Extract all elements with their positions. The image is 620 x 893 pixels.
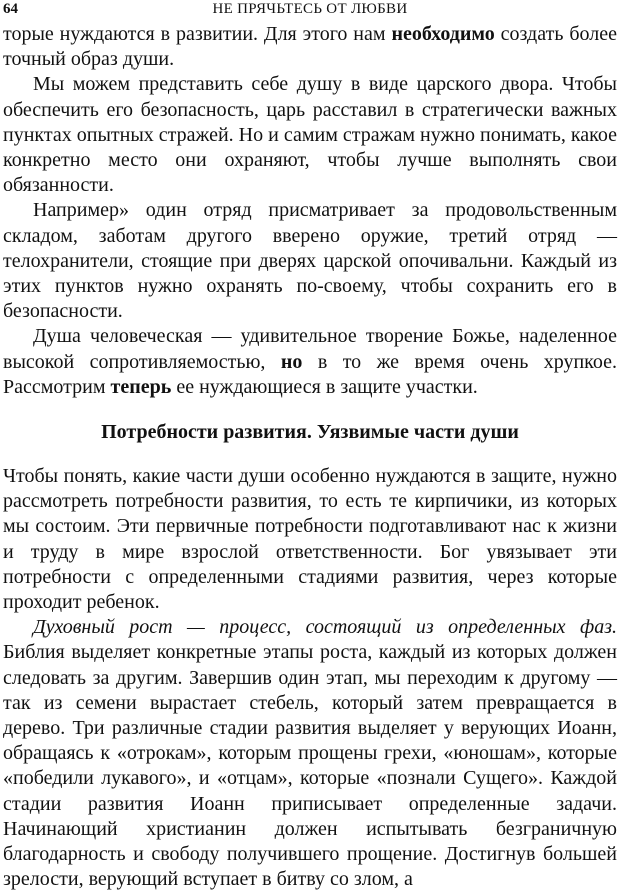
bold-word: теперь [110,375,172,398]
paragraph: Например» один отряд присматривает за продовольственным складом, заботам другого вверено оружие, третий отряд — телохранители, стоящие при дверях царской опочивальни. Каждый из этих пунктов нужно охранять по-своему, чтобы сохранить его в безопасности. [3,199,617,323]
paragraph-text: создать более точный образ души. [3,23,617,71]
paragraph: Мы можем представить себе душу в виде царского двора. Чтобы обеспечить его безопасность, царь расставил в стратегически важных пунктах опытных стражей. Но и самим стражам нужно понимать, какое конкретно место они охраняют, чтобы лучше выполнять свои обязанности. [3,73,617,197]
italic-lead-in: Духовный рост — процесс, состоящий из определенных фаз. [33,616,617,639]
book-title: НЕ ПРЯЧЬТЕСЬ ОТ ЛЮБВИ [212,1,408,17]
paragraph-continued [3,22,617,72]
book-page [3,0,617,893]
paragraph [3,324,617,400]
page-number: 64 [3,1,18,17]
running-head [3,0,617,22]
bold-word: но [280,350,303,373]
paragraph-text: Душа человеческая — удивительное творение Божье, наделенное высокой сопротивляемостью, [3,325,617,373]
paragraph-text: Библия выделяет конкретные этапы роста, каждый из которых должен следовать за другим. Завершив один этап, мы переходим к другому — так из семени вырастает стебель, который затем превращается в дерево. Три различные стадии развития выделяет у верующих Иоанн, обращаясь к «отрокам», которым прощены грехи, «юношам», которые «победили лукавого», и «отцам», которые «познали Сущего». Каждой стадии развития Иоанн приписывает определенные задачи. Начинающий христианин должен испытывать безграничную благодарность и свободу получившего прощение. Достигнув большей зрелости, верующий вступает в битву со злом, а [3,641,617,891]
section-heading: Потребности развития. Уязвимые части души [101,421,519,444]
paragraph [3,615,617,892]
paragraph: Чтобы понять, какие части души особенно нуждаются в защите, нужно рассмотреть потребности развития, то есть те кирпичики, из которых мы состоим. Эти первичные потребности подготавливают нас к жизни и труду в мире взрослой ответственности. Бог увязывает эти потребности с определенными стадиями развития, через которые проходит ребенок. [3,465,617,614]
paragraph-text: ее нуждающиеся в защите участки. [171,375,478,398]
paragraph-text: в то же время очень хрупкое. Рассмотрим [3,350,617,398]
paragraph-text: торые нуждаются в развитии. Для этого нам [3,23,392,45]
bold-word: необходимо [391,23,495,45]
